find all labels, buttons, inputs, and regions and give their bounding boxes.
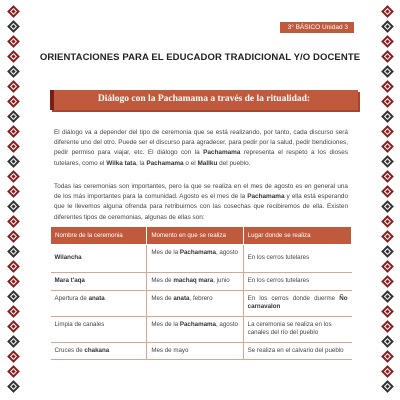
andean-diamond-pattern-icon: [7, 5, 20, 18]
andean-diamond-pattern-icon: [7, 185, 20, 198]
andean-diamond-pattern-icon: [381, 95, 394, 108]
andean-diamond-pattern-icon: [7, 365, 20, 378]
ceremony-when: Mes de la Pachamama, agosto: [147, 245, 243, 273]
andean-diamond-pattern-icon: [7, 275, 20, 288]
andean-diamond-pattern-icon: [7, 80, 20, 93]
andean-diamond-pattern-icon: [381, 260, 394, 273]
andean-diamond-pattern-icon: [7, 65, 20, 78]
ceremony-when: Mes de machaq mara, junio: [147, 273, 243, 291]
ceremony-name: Apertura de anata: [51, 290, 147, 316]
andean-diamond-pattern-icon: [381, 5, 394, 18]
ceremony-when: Mes de la Pachamama, agosto: [147, 316, 243, 342]
andean-diamond-pattern-icon: [381, 155, 394, 168]
ceremony-where: Se realiza en el calvario del pueblo: [243, 342, 351, 360]
andean-diamond-pattern-icon: [7, 320, 20, 333]
andean-diamond-pattern-icon: [7, 200, 20, 213]
column-header-name: Nombre de la ceremonia: [51, 227, 147, 245]
andean-diamond-pattern-icon: [381, 215, 394, 228]
column-header-where: Lugar donde se realiza: [243, 227, 351, 245]
ceremonies-table: [50, 226, 352, 360]
ceremony-name: Cruces de chakana: [51, 342, 147, 360]
column-header-when: Momento en que se realiza: [147, 227, 243, 245]
andean-diamond-pattern-icon: [381, 380, 394, 393]
andean-diamond-pattern-icon: [381, 110, 394, 123]
andean-diamond-pattern-icon: [7, 155, 20, 168]
andean-diamond-pattern-icon: [7, 380, 20, 393]
andean-diamond-pattern-icon: [381, 185, 394, 198]
section-title: Diálogo con la Pachamama a través de la ritualidad:: [97, 94, 311, 104]
andean-diamond-pattern-icon: [7, 245, 20, 258]
andean-diamond-pattern-icon: [381, 200, 394, 213]
andean-diamond-pattern-icon: [7, 125, 20, 138]
andean-diamond-pattern-icon: [7, 335, 20, 348]
andean-diamond-pattern-icon: [381, 65, 394, 78]
table-row: [51, 342, 352, 360]
ceremony-where: En los cerros tutelares: [243, 273, 351, 291]
andean-diamond-pattern-icon: [7, 170, 20, 183]
intro-paragraph: El diálogo va a depender del tipo de ceremonia que se está realizando, por tanto, cada discurso será diferente uno del otro. Puede ser el discurso para agradecer, para pedir por la salud, pedir bendiciones, pedir permiso para viajar, etc. El diálogo con la Pachamama representa el respeto a los dioses tutelares, como el Wilka tata, la Pachamama o el Mallku del pueblo.: [54, 129, 348, 167]
table-row: [51, 273, 352, 291]
andean-diamond-pattern-icon: [381, 125, 394, 138]
andean-diamond-pattern-icon: [7, 215, 20, 228]
andean-diamond-pattern-icon: [7, 20, 20, 33]
andean-diamond-pattern-icon: [381, 320, 394, 333]
andean-diamond-pattern-icon: [7, 260, 20, 273]
table-row: [51, 316, 352, 342]
andean-diamond-pattern-icon: [7, 290, 20, 303]
andean-diamond-pattern-icon: [7, 110, 20, 123]
ceremonies-paragraph: Todas las ceremonias son importantes, pero la que se realiza en el mes de agosto es en general una de los más importantes para la comunidad. Agosto es el mes de la Pachamama y ella está esperando que le llevemos alguna ofrenda para retribuirnos con las cosechas que recibiremos de ella. Existen diferentes tipos de ceremonias, algunas de ellas son:: [54, 183, 349, 221]
grade-badge: 3° BÁSICO Unidad 3: [280, 22, 354, 33]
andean-diamond-pattern-icon: [381, 365, 394, 378]
andean-diamond-pattern-icon: [7, 350, 20, 363]
andean-diamond-pattern-icon: [381, 20, 394, 33]
andean-diamond-pattern-icon: [381, 350, 394, 363]
ceremony-where: En los cerros donde duerme Ño carnavalon: [243, 290, 351, 316]
ceremony-when: Mes de mayo: [147, 342, 243, 360]
andean-diamond-pattern-icon: [381, 335, 394, 348]
andean-diamond-pattern-icon: [381, 230, 394, 243]
ceremony-where: La ceremonia se realiza en los canales del río del pueblo: [243, 316, 351, 342]
ceremony-name: Mara t'aqa: [51, 273, 147, 291]
andean-diamond-pattern-icon: [381, 170, 394, 183]
andean-diamond-pattern-icon: [7, 140, 20, 153]
andean-diamond-pattern-icon: [7, 35, 20, 48]
andean-diamond-pattern-icon: [381, 245, 394, 258]
andean-diamond-pattern-icon: [381, 305, 394, 318]
andean-diamond-pattern-icon: [381, 290, 394, 303]
ceremony-when: Mes de anata, febrero: [147, 290, 243, 316]
andean-diamond-pattern-icon: [381, 80, 394, 93]
page-title: ORIENTACIONES PARA EL EDUCADOR TRADICIONAL Y/O DOCENTE: [39, 52, 361, 63]
table-header-row: [51, 227, 352, 245]
table-row: [51, 245, 352, 273]
ceremony-name: Limpia de canales: [51, 316, 147, 342]
table-row: [51, 290, 352, 316]
andean-diamond-pattern-icon: [381, 140, 394, 153]
ceremony-where: En los cerros tutelares: [243, 245, 351, 273]
andean-diamond-pattern-icon: [381, 275, 394, 288]
andean-diamond-pattern-icon: [7, 305, 20, 318]
andean-diamond-pattern-icon: [7, 95, 20, 108]
andean-diamond-pattern-icon: [381, 35, 394, 48]
andean-diamond-pattern-icon: [7, 230, 20, 243]
ceremony-name: Wilancha: [51, 245, 147, 273]
